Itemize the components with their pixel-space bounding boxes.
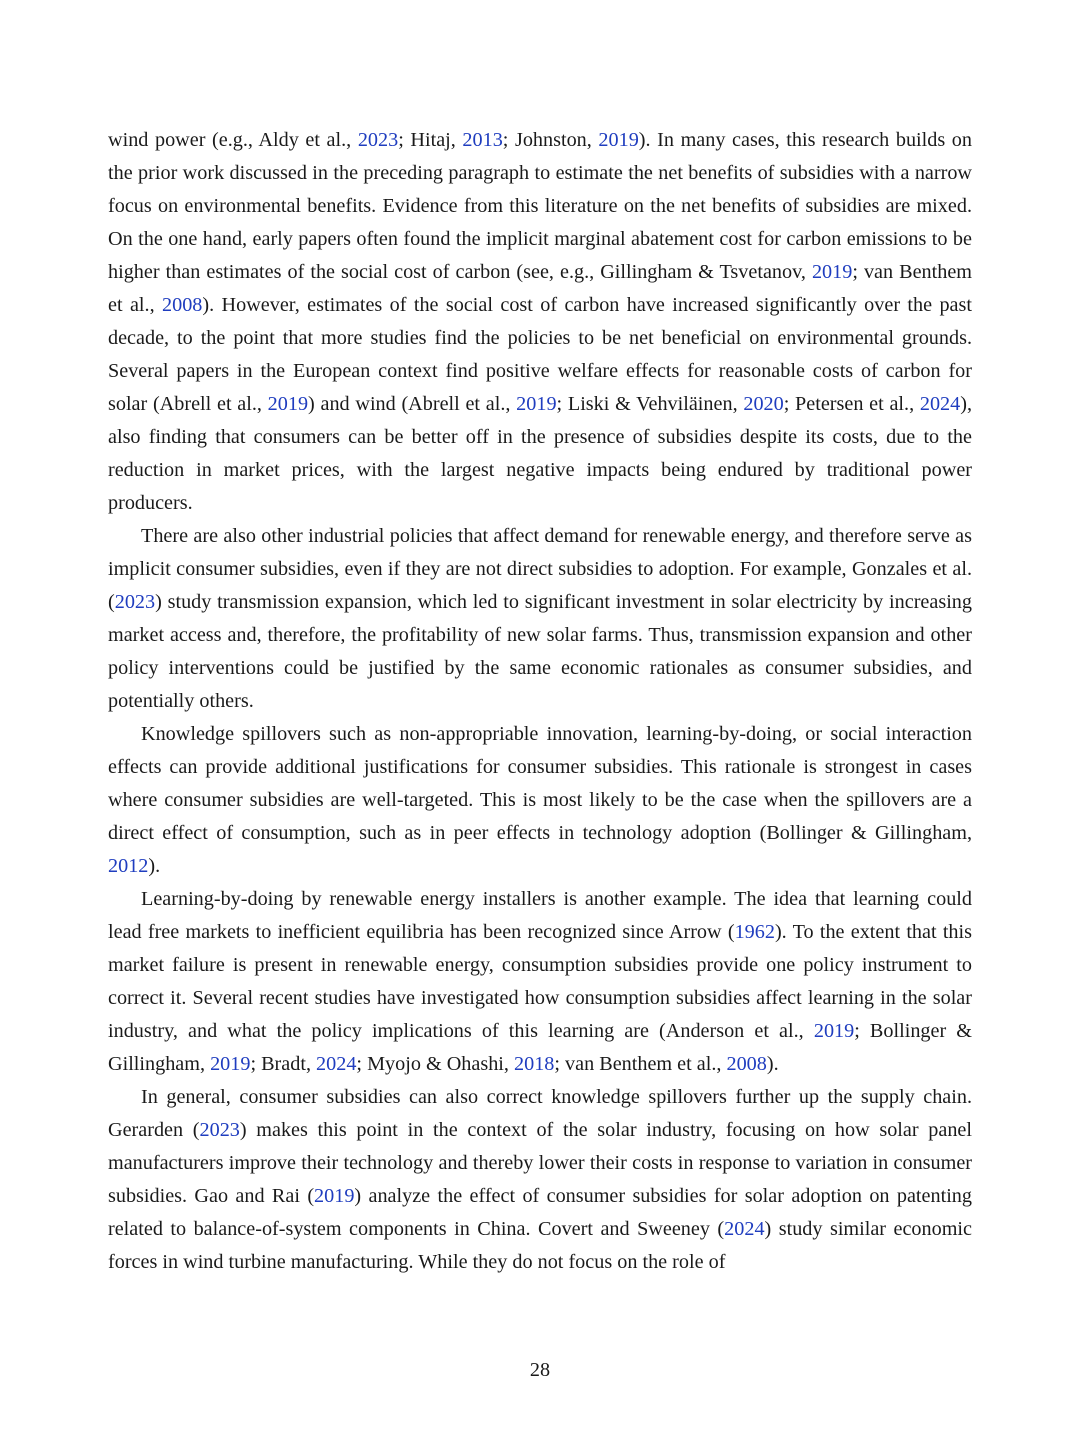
text-run: ; Bollinger & Gillingham, — [108, 1020, 972, 1075]
text-run: ; van Benthem et al., — [554, 1053, 727, 1075]
text-run: ). In many cases, this research builds on the prior work discussed in the preceding paragraph to estimate the net benefits of subsidies with a narrow focus on environmental benefits. Evidence from this literature on the net benefits of subsidies are mixed. On the one hand, early papers often found the implicit marginal abatement cost for carbon emissions to be higher than estimates of the social cost of carbon (see, e.g., Gillingham & Tsvetanov, — [108, 129, 972, 283]
paragraph-p1 — [108, 124, 972, 520]
citation-year-link[interactable]: 2019 — [813, 1020, 855, 1042]
text-run: ), also finding that consumers can be better off in the presence of subsidies despite its costs, due to the reduction in market prices, with the largest negative impacts being endured by traditional power producers. — [108, 393, 972, 514]
text-run: ). However, estimates of the social cost of carbon have increased significantly over the past decade, to the point that more studies find the policies to be net beneficial on environmental grounds. Several papers in the European context find positive welfare effects for reasonable costs of carbon for solar (Abrell et al., — [108, 294, 972, 415]
text-run: ; Myojo & Ohashi, — [356, 1053, 514, 1075]
citation-year-link[interactable]: 2019 — [210, 1053, 251, 1075]
text-run: ). — [148, 855, 161, 877]
paragraph-p2 — [108, 520, 972, 718]
page-number: 28 — [529, 1359, 551, 1381]
text-run: ; Hitaj, — [398, 129, 463, 151]
page-body — [108, 124, 972, 1279]
text-run: ; Liski & Vehviläinen, — [556, 393, 744, 415]
text-run: ; Johnston, — [502, 129, 599, 151]
paragraph-p4 — [108, 883, 972, 1081]
citation-year-link[interactable]: 2023 — [199, 1119, 240, 1141]
text-run: Learning-by-doing by renewable energy installers is another example. The idea that learning could lead free markets to inefficient equilibria has been recognized since Arrow ( — [108, 888, 972, 943]
text-run: ) makes this point in the context of the solar industry, focusing on how solar panel manufacturers improve their technology and thereby lower their costs in response to variation in consumer subsidies. Gao and Rai ( — [108, 1119, 972, 1207]
citation-year-link[interactable]: 2019 — [267, 393, 309, 415]
citation-year-link[interactable]: 2024 — [316, 1053, 357, 1075]
citation-year-link[interactable]: 2023 — [357, 129, 399, 151]
citation-year-link[interactable]: 2012 — [108, 855, 149, 877]
citation-year-link[interactable]: 2013 — [462, 129, 503, 151]
citation-year-link[interactable]: 1962 — [734, 921, 775, 943]
citation-year-link[interactable]: 2008 — [162, 294, 203, 316]
text-run: wind power (e.g., Aldy et al., — [108, 129, 358, 151]
text-run: ) study similar economic forces in wind turbine manufacturing. While they do not focus on the role of — [108, 1218, 972, 1273]
citation-year-link[interactable]: 2019 — [516, 393, 557, 415]
citation-year-link[interactable]: 2023 — [114, 591, 156, 613]
text-run: ; Bradt, — [250, 1053, 317, 1075]
citation-year-link[interactable]: 2008 — [726, 1053, 767, 1075]
text-run: ). To the extent that this market failure is present in renewable energy, consumption subsidies provide one policy instrument to correct it. Several recent studies have investigated how consumption subsidies affect learning in the solar industry, and what the policy implications of this learning are (Anderson et al., — [108, 921, 972, 1042]
text-run: ; van Benthem et al., — [108, 261, 972, 316]
citation-year-link[interactable]: 2019 — [598, 129, 639, 151]
citation-year-link[interactable]: 2018 — [514, 1053, 555, 1075]
text-run: There are also other industrial policies that affect demand for renewable energy, and therefore serve as implicit consumer subsidies, even if they are not direct subsidies to adoption. For example, Gonzales et al. ( — [108, 525, 972, 613]
text-run: ; Petersen et al., — [783, 393, 920, 415]
citation-year-link[interactable]: 2024 — [724, 1218, 765, 1240]
text-run: ) study transmission expansion, which led to significant investment in solar electricity by increasing market access and, therefore, the profitability of new solar farms. Thus, transmission expansion and other policy interventions could be justified by the same economic rationales as consumer subsidies, and potentially others. — [108, 591, 972, 712]
text-run: In general, consumer subsidies can also correct knowledge spillovers further up the supply chain. Gerarden ( — [108, 1086, 972, 1141]
text-run: Knowledge spillovers such as non-appropriable innovation, learning-by-doing, or social interaction effects can provide additional justifications for consumer subsidies. This rationale is strongest in cases where consumer subsidies are well-targeted. This is most likely to be the case when the spillovers are a direct effect of consumption, such as in peer effects in technology adoption (Bollinger & Gillingham, — [108, 723, 972, 844]
paragraph-p5 — [108, 1081, 972, 1279]
citation-year-link[interactable]: 2019 — [811, 261, 853, 283]
text-run: ). — [766, 1053, 779, 1075]
citation-year-link[interactable]: 2019 — [314, 1185, 355, 1207]
citation-year-link[interactable]: 2020 — [743, 393, 784, 415]
citation-year-link[interactable]: 2024 — [919, 393, 961, 415]
text-run: ) analyze the effect of consumer subsidies for solar adoption on patenting related to balance-of-system components in China. Covert and Sweeney ( — [108, 1185, 972, 1240]
paragraph-p3 — [108, 718, 972, 883]
text-run: ) and wind (Abrell et al., — [308, 393, 517, 415]
